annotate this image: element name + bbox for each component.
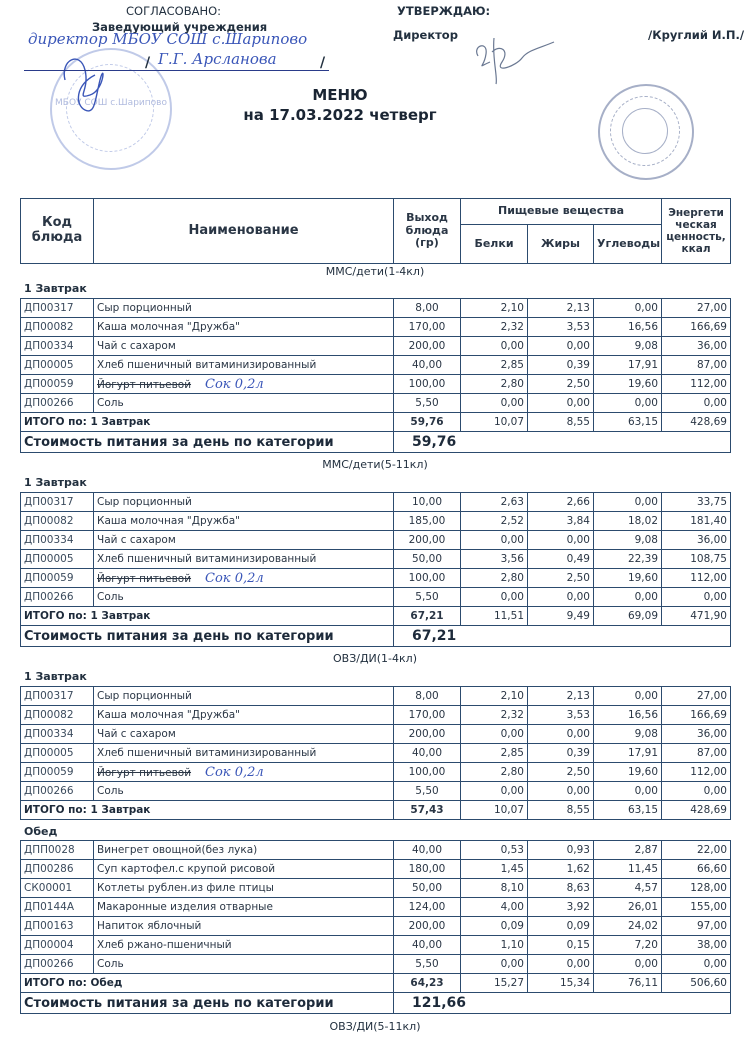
dish-energy: 112,00 [662, 375, 731, 394]
dish-fat: 2,13 [528, 687, 594, 706]
dish-code: ДП00163 [21, 917, 94, 936]
dish-yield: 8,00 [394, 299, 461, 318]
total-protein: 11,51 [461, 607, 528, 626]
dish-code: ДП00266 [21, 782, 94, 801]
dish-code: ДП00286 [21, 860, 94, 879]
dish-protein: 2,85 [461, 744, 528, 763]
table-row [21, 782, 731, 801]
table-row [21, 687, 731, 706]
dish-protein: 2,32 [461, 318, 528, 337]
menu-table-section-3-lunch [20, 840, 731, 1014]
table-row [21, 356, 731, 375]
dish-fat: 0,15 [528, 936, 594, 955]
dish-protein: 2,80 [461, 569, 528, 588]
dish-fat: 0,00 [528, 955, 594, 974]
dish-protein: 0,53 [461, 841, 528, 860]
dish-code: ДП00317 [21, 493, 94, 512]
table-row [21, 394, 731, 413]
dish-carbs: 2,87 [594, 841, 662, 860]
total-carbs: 63,15 [594, 413, 662, 432]
cost-row [21, 432, 731, 453]
dish-name: Суп картофел.с крупой рисовой [94, 860, 394, 879]
dish-name-struck: Йогурт питьевой [97, 572, 192, 585]
total-protein: 15,27 [461, 974, 528, 993]
total-energy: 471,90 [662, 607, 731, 626]
table-row [21, 917, 731, 936]
dish-protein: 1,10 [461, 936, 528, 955]
total-fat: 15,34 [528, 974, 594, 993]
table-row [21, 299, 731, 318]
dish-carbs: 16,56 [594, 318, 662, 337]
dish-energy: 128,00 [662, 879, 731, 898]
dish-name-struck: Йогурт питьевой [97, 378, 192, 391]
header-fat: Жиры [528, 225, 594, 264]
dish-code: ДП00005 [21, 356, 94, 375]
dish-code: ДП00266 [21, 588, 94, 607]
total-energy: 428,69 [662, 801, 731, 820]
dish-fat: 0,00 [528, 394, 594, 413]
dish-name: Хлеб пшеничный витаминизированный [94, 550, 394, 569]
dish-energy: 33,75 [662, 493, 731, 512]
menu-table-header [20, 198, 731, 264]
total-label: ИТОГО по: Обед [21, 974, 394, 993]
dish-name: Сыр порционный [94, 687, 394, 706]
cost-value: 121,66 [394, 993, 731, 1014]
dish-protein: 0,00 [461, 394, 528, 413]
dish-name: Хлеб пшеничный витаминизированный [94, 744, 394, 763]
handwritten-replacement-note: Сок 0,2л [205, 764, 264, 780]
total-label: ИТОГО по: 1 Завтрак [21, 607, 394, 626]
total-protein: 10,07 [461, 413, 528, 432]
signature-agreed [55, 40, 125, 120]
dish-carbs: 24,02 [594, 917, 662, 936]
dish-yield: 100,00 [394, 569, 461, 588]
dish-fat: 1,62 [528, 860, 594, 879]
dish-code: ДП00082 [21, 512, 94, 531]
table-row [21, 337, 731, 356]
total-row [21, 413, 731, 432]
dish-code: ДП00005 [21, 744, 94, 763]
dish-energy: 0,00 [662, 394, 731, 413]
dish-energy: 181,40 [662, 512, 731, 531]
meal-title: Обед [24, 825, 58, 838]
dish-yield: 5,50 [394, 782, 461, 801]
category-title: ОВЗ/ДИ(1-4кл) [332, 652, 417, 665]
total-yield: 59,76 [394, 413, 461, 432]
dish-yield: 5,50 [394, 394, 461, 413]
dish-protein: 1,45 [461, 860, 528, 879]
dish-yield: 100,00 [394, 375, 461, 394]
total-row [21, 801, 731, 820]
menu-table-section-1 [20, 298, 731, 453]
menu-title: МЕНЮ [312, 86, 368, 104]
dish-code: ДП0144А [21, 898, 94, 917]
table-row [21, 550, 731, 569]
dish-fat: 0,39 [528, 744, 594, 763]
agreed-role: Заведующий учреждения [92, 20, 268, 34]
dish-code: ДП00317 [21, 687, 94, 706]
menu-date: на 17.03.2022 четверг [243, 106, 437, 124]
dish-carbs: 19,60 [594, 569, 662, 588]
dish-name: Соль [94, 782, 394, 801]
dish-energy: 27,00 [662, 687, 731, 706]
cost-value: 67,21 [394, 626, 731, 647]
dish-name: Чай с сахаром [94, 337, 394, 356]
dish-carbs: 4,57 [594, 879, 662, 898]
dish-energy: 27,00 [662, 299, 731, 318]
dish-yield: 40,00 [394, 356, 461, 375]
total-energy: 506,60 [662, 974, 731, 993]
agreed-name-handwritten: Г.Г. Арсланова [158, 50, 277, 68]
dish-energy: 112,00 [662, 569, 731, 588]
official-stamp [598, 84, 694, 180]
dish-code: ДП00266 [21, 394, 94, 413]
dish-yield: 5,50 [394, 588, 461, 607]
table-row [21, 512, 731, 531]
dish-carbs: 26,01 [594, 898, 662, 917]
table-row [21, 936, 731, 955]
dish-code: ДП00266 [21, 955, 94, 974]
table-row [21, 318, 731, 337]
dish-carbs: 9,08 [594, 725, 662, 744]
dish-fat: 0,09 [528, 917, 594, 936]
total-row [21, 974, 731, 993]
table-row [21, 725, 731, 744]
dish-yield: 40,00 [394, 936, 461, 955]
table-row [21, 898, 731, 917]
dish-fat: 0,00 [528, 531, 594, 550]
dish-yield: 5,50 [394, 955, 461, 974]
total-carbs: 63,15 [594, 801, 662, 820]
meal-title: 1 Завтрак [24, 476, 87, 489]
dish-carbs: 22,39 [594, 550, 662, 569]
dish-yield: 185,00 [394, 512, 461, 531]
dish-code: ДП00334 [21, 337, 94, 356]
dish-protein: 2,85 [461, 356, 528, 375]
dish-energy: 112,00 [662, 763, 731, 782]
dish-yield: 124,00 [394, 898, 461, 917]
dish-code: ДП00082 [21, 706, 94, 725]
dish-name: Соль [94, 955, 394, 974]
category-title: ММС/дети(5-11кл) [322, 458, 428, 471]
total-row [21, 607, 731, 626]
table-row [21, 955, 731, 974]
cost-row [21, 626, 731, 647]
total-carbs: 69,09 [594, 607, 662, 626]
dish-code: ДПП0028 [21, 841, 94, 860]
dish-energy: 36,00 [662, 725, 731, 744]
dish-carbs: 18,02 [594, 512, 662, 531]
agreed-label: СОГЛАСОВАНО: [126, 4, 222, 18]
dish-name: Хлеб пшеничный витаминизированный [94, 356, 394, 375]
dish-energy: 0,00 [662, 782, 731, 801]
dish-protein: 2,10 [461, 687, 528, 706]
dish-fat: 0,93 [528, 841, 594, 860]
dish-energy: 22,00 [662, 841, 731, 860]
category-title: ОВЗ/ДИ(5-11кл) [329, 1020, 421, 1033]
dish-energy: 97,00 [662, 917, 731, 936]
dish-fat: 3,84 [528, 512, 594, 531]
dish-yield: 50,00 [394, 879, 461, 898]
table-row [21, 569, 731, 588]
agreed-slash-left: / [145, 55, 151, 71]
total-fat: 9,49 [528, 607, 594, 626]
dish-carbs: 7,20 [594, 936, 662, 955]
dish-code: ДП00317 [21, 299, 94, 318]
dish-protein: 0,00 [461, 725, 528, 744]
dish-name: Макаронные изделия отварные [94, 898, 394, 917]
cost-value: 59,76 [394, 432, 731, 453]
dish-carbs: 0,00 [594, 955, 662, 974]
category-title: ММС/дети(1-4кл) [325, 265, 425, 278]
dish-protein: 0,00 [461, 531, 528, 550]
table-row [21, 860, 731, 879]
dish-protein: 0,00 [461, 588, 528, 607]
dish-name-cell [94, 763, 394, 782]
dish-protein: 2,52 [461, 512, 528, 531]
total-protein: 10,07 [461, 801, 528, 820]
dish-yield: 40,00 [394, 841, 461, 860]
cost-label: Стоимость питания за день по категории [21, 626, 394, 647]
signature-approve [470, 28, 560, 88]
dish-yield: 180,00 [394, 860, 461, 879]
header-yield: Выход блюда (гр) [394, 199, 461, 264]
menu-table-section-3-breakfast [20, 686, 731, 820]
dish-yield: 170,00 [394, 318, 461, 337]
dish-fat: 3,53 [528, 706, 594, 725]
dish-fat: 0,00 [528, 725, 594, 744]
dish-carbs: 11,45 [594, 860, 662, 879]
dish-energy: 66,60 [662, 860, 731, 879]
dish-protein: 2,80 [461, 375, 528, 394]
dish-name: Каша молочная "Дружба" [94, 706, 394, 725]
dish-name: Каша молочная "Дружба" [94, 512, 394, 531]
dish-yield: 100,00 [394, 763, 461, 782]
cost-row [21, 993, 731, 1014]
table-row [21, 744, 731, 763]
dish-code: ДП00004 [21, 936, 94, 955]
dish-code: ДП00005 [21, 550, 94, 569]
total-yield: 67,21 [394, 607, 461, 626]
cost-label: Стоимость питания за день по категории [21, 993, 394, 1014]
dish-carbs: 9,08 [594, 531, 662, 550]
dish-fat: 0,49 [528, 550, 594, 569]
handwritten-replacement-note: Сок 0,2л [205, 376, 264, 392]
dish-fat: 2,66 [528, 493, 594, 512]
dish-code: ДП00082 [21, 318, 94, 337]
dish-name-struck: Йогурт питьевой [97, 766, 192, 779]
dish-energy: 166,69 [662, 318, 731, 337]
header-code: Код блюда [21, 199, 94, 264]
cost-label: Стоимость питания за день по категории [21, 432, 394, 453]
table-row [21, 588, 731, 607]
dish-protein: 2,32 [461, 706, 528, 725]
total-carbs: 76,11 [594, 974, 662, 993]
dish-energy: 166,69 [662, 706, 731, 725]
dish-energy: 0,00 [662, 588, 731, 607]
dish-carbs: 0,00 [594, 299, 662, 318]
dish-fat: 0,39 [528, 356, 594, 375]
dish-protein: 0,00 [461, 337, 528, 356]
dish-yield: 10,00 [394, 493, 461, 512]
dish-name: Каша молочная "Дружба" [94, 318, 394, 337]
dish-protein: 8,10 [461, 879, 528, 898]
dish-name: Чай с сахаром [94, 725, 394, 744]
dish-carbs: 16,56 [594, 706, 662, 725]
dish-fat: 2,50 [528, 569, 594, 588]
dish-energy: 0,00 [662, 955, 731, 974]
dish-yield: 200,00 [394, 725, 461, 744]
table-row [21, 375, 731, 394]
agreed-signature-line [24, 70, 329, 71]
dish-protein: 3,56 [461, 550, 528, 569]
dish-carbs: 17,91 [594, 744, 662, 763]
dish-carbs: 0,00 [594, 782, 662, 801]
dish-code: ДП00059 [21, 375, 94, 394]
meal-title: 1 Завтрак [24, 670, 87, 683]
dish-name: Хлеб ржано-пшеничный [94, 936, 394, 955]
dish-energy: 87,00 [662, 356, 731, 375]
dish-code: ДП00334 [21, 531, 94, 550]
total-fat: 8,55 [528, 413, 594, 432]
dish-name: Напиток яблочный [94, 917, 394, 936]
dish-name: Соль [94, 394, 394, 413]
approve-label: УТВЕРЖДАЮ: [397, 4, 491, 18]
dish-protein: 0,09 [461, 917, 528, 936]
dish-yield: 170,00 [394, 706, 461, 725]
dish-code: ДП00334 [21, 725, 94, 744]
dish-carbs: 19,60 [594, 375, 662, 394]
dish-energy: 36,00 [662, 531, 731, 550]
dish-energy: 38,00 [662, 936, 731, 955]
dish-fat: 2,50 [528, 375, 594, 394]
dish-energy: 155,00 [662, 898, 731, 917]
dish-energy: 87,00 [662, 744, 731, 763]
table-row [21, 493, 731, 512]
dish-yield: 40,00 [394, 744, 461, 763]
meal-title: 1 Завтрак [24, 282, 87, 295]
dish-name: Винегрет овощной(без лука) [94, 841, 394, 860]
dish-carbs: 0,00 [594, 588, 662, 607]
table-row [21, 841, 731, 860]
approve-name: /Круглий И.П./ [648, 28, 745, 42]
dish-protein: 2,80 [461, 763, 528, 782]
dish-energy: 108,75 [662, 550, 731, 569]
dish-yield: 200,00 [394, 337, 461, 356]
dish-code: ДП00059 [21, 763, 94, 782]
table-row [21, 531, 731, 550]
dish-protein: 0,00 [461, 782, 528, 801]
total-energy: 428,69 [662, 413, 731, 432]
approve-role: Директор [393, 28, 458, 42]
total-label: ИТОГО по: 1 Завтрак [21, 801, 394, 820]
dish-fat: 2,13 [528, 299, 594, 318]
dish-protein: 4,00 [461, 898, 528, 917]
dish-code: СК00001 [21, 879, 94, 898]
stamp-text: МБОУ СОШ с.Шарипово [55, 98, 167, 108]
dish-fat: 3,53 [528, 318, 594, 337]
dish-carbs: 0,00 [594, 493, 662, 512]
header-carbs: Углеводы [594, 225, 662, 264]
dish-fat: 0,00 [528, 337, 594, 356]
table-row [21, 706, 731, 725]
dish-name-cell [94, 569, 394, 588]
dish-carbs: 17,91 [594, 356, 662, 375]
dish-name: Сыр порционный [94, 493, 394, 512]
dish-carbs: 0,00 [594, 687, 662, 706]
dish-protein: 2,63 [461, 493, 528, 512]
dish-fat: 0,00 [528, 588, 594, 607]
total-label: ИТОГО по: 1 Завтрак [21, 413, 394, 432]
dish-name: Сыр порционный [94, 299, 394, 318]
dish-fat: 2,50 [528, 763, 594, 782]
agreed-slash-right: / [320, 55, 326, 71]
dish-yield: 8,00 [394, 687, 461, 706]
dish-fat: 0,00 [528, 782, 594, 801]
dish-yield: 200,00 [394, 531, 461, 550]
dish-carbs: 0,00 [594, 394, 662, 413]
total-yield: 57,43 [394, 801, 461, 820]
total-yield: 64,23 [394, 974, 461, 993]
header-name: Наименование [94, 199, 394, 264]
handwritten-replacement-note: Сок 0,2л [205, 570, 264, 586]
dish-name-cell [94, 375, 394, 394]
menu-table-section-2 [20, 492, 731, 647]
dish-name: Чай с сахаром [94, 531, 394, 550]
dish-fat: 3,92 [528, 898, 594, 917]
dish-yield: 50,00 [394, 550, 461, 569]
dish-fat: 8,63 [528, 879, 594, 898]
table-row [21, 763, 731, 782]
dish-energy: 36,00 [662, 337, 731, 356]
agreed-handwritten-role: директор МБОУ СОШ с.Шарипово [28, 30, 308, 48]
dish-name: Котлеты рублен.из филе птицы [94, 879, 394, 898]
dish-yield: 200,00 [394, 917, 461, 936]
dish-carbs: 9,08 [594, 337, 662, 356]
total-fat: 8,55 [528, 801, 594, 820]
header-nutrients: Пищевые вещества [461, 199, 662, 225]
table-row [21, 879, 731, 898]
dish-carbs: 19,60 [594, 763, 662, 782]
header-energy: Энергети ческая ценность, ккал [662, 199, 731, 264]
dish-protein: 0,00 [461, 955, 528, 974]
dish-name: Соль [94, 588, 394, 607]
dish-code: ДП00059 [21, 569, 94, 588]
dish-protein: 2,10 [461, 299, 528, 318]
header-protein: Белки [461, 225, 528, 264]
